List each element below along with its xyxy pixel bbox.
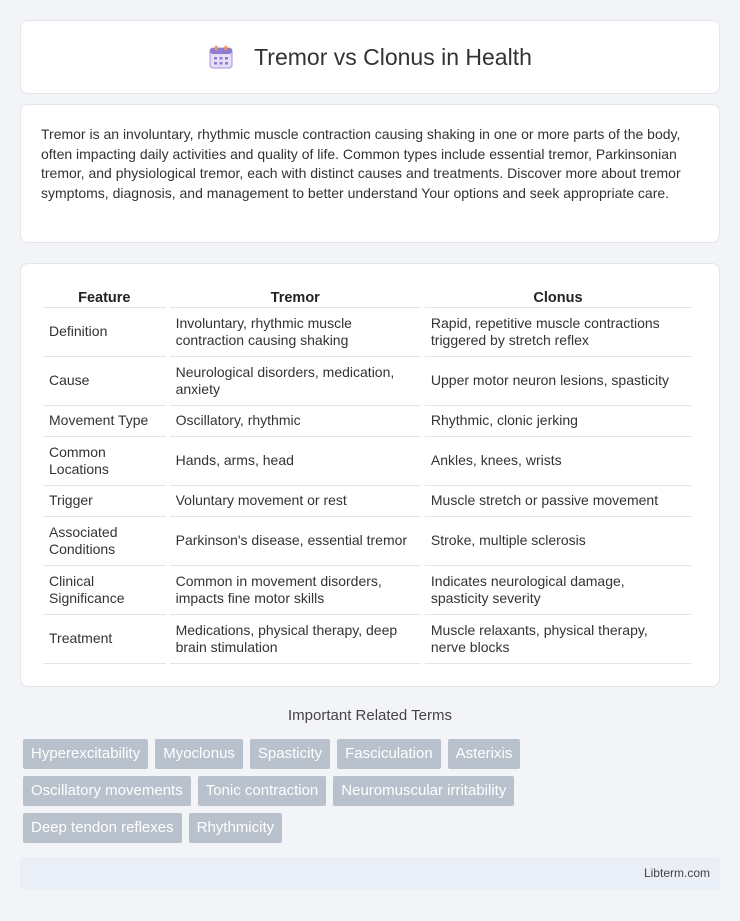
- table-cell: Definition: [43, 308, 166, 357]
- table-cell: Parkinson's disease, essential tremor: [170, 517, 421, 566]
- table-cell: Trigger: [43, 486, 166, 517]
- table-cell: Treatment: [43, 615, 166, 664]
- intro-text: Tremor is an involuntary, rhythmic muscle contraction causing shaking in one or more parts of the body, often impacting daily activities and quality of life. Common types include essential tremor, Parkinsonian tremor, and physiological tremor, each with distinct causes and treatments. Discover more about tremor symptoms, diagnosis, and management to better understand Your options and seek appropriate care.: [41, 126, 681, 201]
- table-cell: Indicates neurological damage, spasticity severity: [425, 566, 691, 615]
- table-cell: Muscle relaxants, physical therapy, nerve blocks: [425, 615, 691, 664]
- related-terms-title: Important Related Terms: [288, 707, 452, 724]
- tag-row: [23, 739, 723, 769]
- footer: [20, 857, 720, 890]
- table-cell: Oscillatory, rhythmic: [170, 406, 421, 437]
- tag-row: [23, 776, 723, 806]
- table-cell: Ankles, knees, wrists: [425, 437, 691, 486]
- footer-link[interactable]: Libterm.com: [643, 866, 710, 880]
- table-cell: Movement Type: [43, 406, 166, 437]
- table-cell: Hands, arms, head: [170, 437, 421, 486]
- table-cell: Clinical Significance: [43, 566, 166, 615]
- table-row: [43, 437, 691, 486]
- table-cell: Cause: [43, 357, 166, 406]
- table-row: [43, 517, 691, 566]
- comparison-table-card: [20, 263, 720, 687]
- table-cell: Stroke, multiple sclerosis: [425, 517, 691, 566]
- tag-hyperexcitability[interactable]: Hyperexcitability: [23, 739, 148, 769]
- table-cell: Associated Conditions: [43, 517, 166, 566]
- table-row: [43, 357, 691, 406]
- comparison-table: [39, 284, 695, 664]
- table-cell: Rhythmic, clonic jerking: [425, 406, 691, 437]
- table-cell: Voluntary movement or rest: [170, 486, 421, 517]
- tag-asterixis[interactable]: Asterixis: [448, 739, 521, 769]
- table-cell: Medications, physical therapy, deep brain stimulation: [170, 615, 421, 664]
- tag-deep-tendon-reflexes[interactable]: Deep tendon reflexes: [23, 813, 182, 843]
- intro-card: [20, 104, 720, 243]
- table-row: [43, 486, 691, 517]
- tag-fasciculation[interactable]: Fasciculation: [337, 739, 441, 769]
- tag-myoclonus[interactable]: Myoclonus: [155, 739, 243, 769]
- column-header: Tremor: [170, 284, 421, 308]
- table-cell: Common Locations: [43, 437, 166, 486]
- table-row: [43, 406, 691, 437]
- table-row: [43, 615, 691, 664]
- tag-spasticity[interactable]: Spasticity: [250, 739, 330, 769]
- table-cell: Common in movement disorders, impacts fine motor skills: [170, 566, 421, 615]
- column-header: Clonus: [425, 284, 691, 308]
- header-card: [20, 20, 720, 94]
- table-cell: Rapid, repetitive muscle contractions triggered by stretch reflex: [425, 308, 691, 357]
- table-header-row: [43, 284, 691, 308]
- related-terms-list: [23, 739, 723, 850]
- tag-neuromuscular-irritability[interactable]: Neuromuscular irritability: [333, 776, 514, 806]
- calendar-icon: [208, 44, 234, 70]
- tag-row: [23, 813, 723, 843]
- page-title: Tremor vs Clonus in Health: [254, 43, 532, 70]
- column-header: Feature: [43, 284, 166, 308]
- tag-oscillatory-movements[interactable]: Oscillatory movements: [23, 776, 191, 806]
- table-cell: Involuntary, rhythmic muscle contraction causing shaking: [170, 308, 421, 357]
- tag-tonic-contraction[interactable]: Tonic contraction: [198, 776, 327, 806]
- tag-rhythmicity[interactable]: Rhythmicity: [189, 813, 283, 843]
- table-cell: Neurological disorders, medication, anxiety: [170, 357, 421, 406]
- table-row: [43, 308, 691, 357]
- table-row: [43, 566, 691, 615]
- table-cell: Muscle stretch or passive movement: [425, 486, 691, 517]
- table-cell: Upper motor neuron lesions, spasticity: [425, 357, 691, 406]
